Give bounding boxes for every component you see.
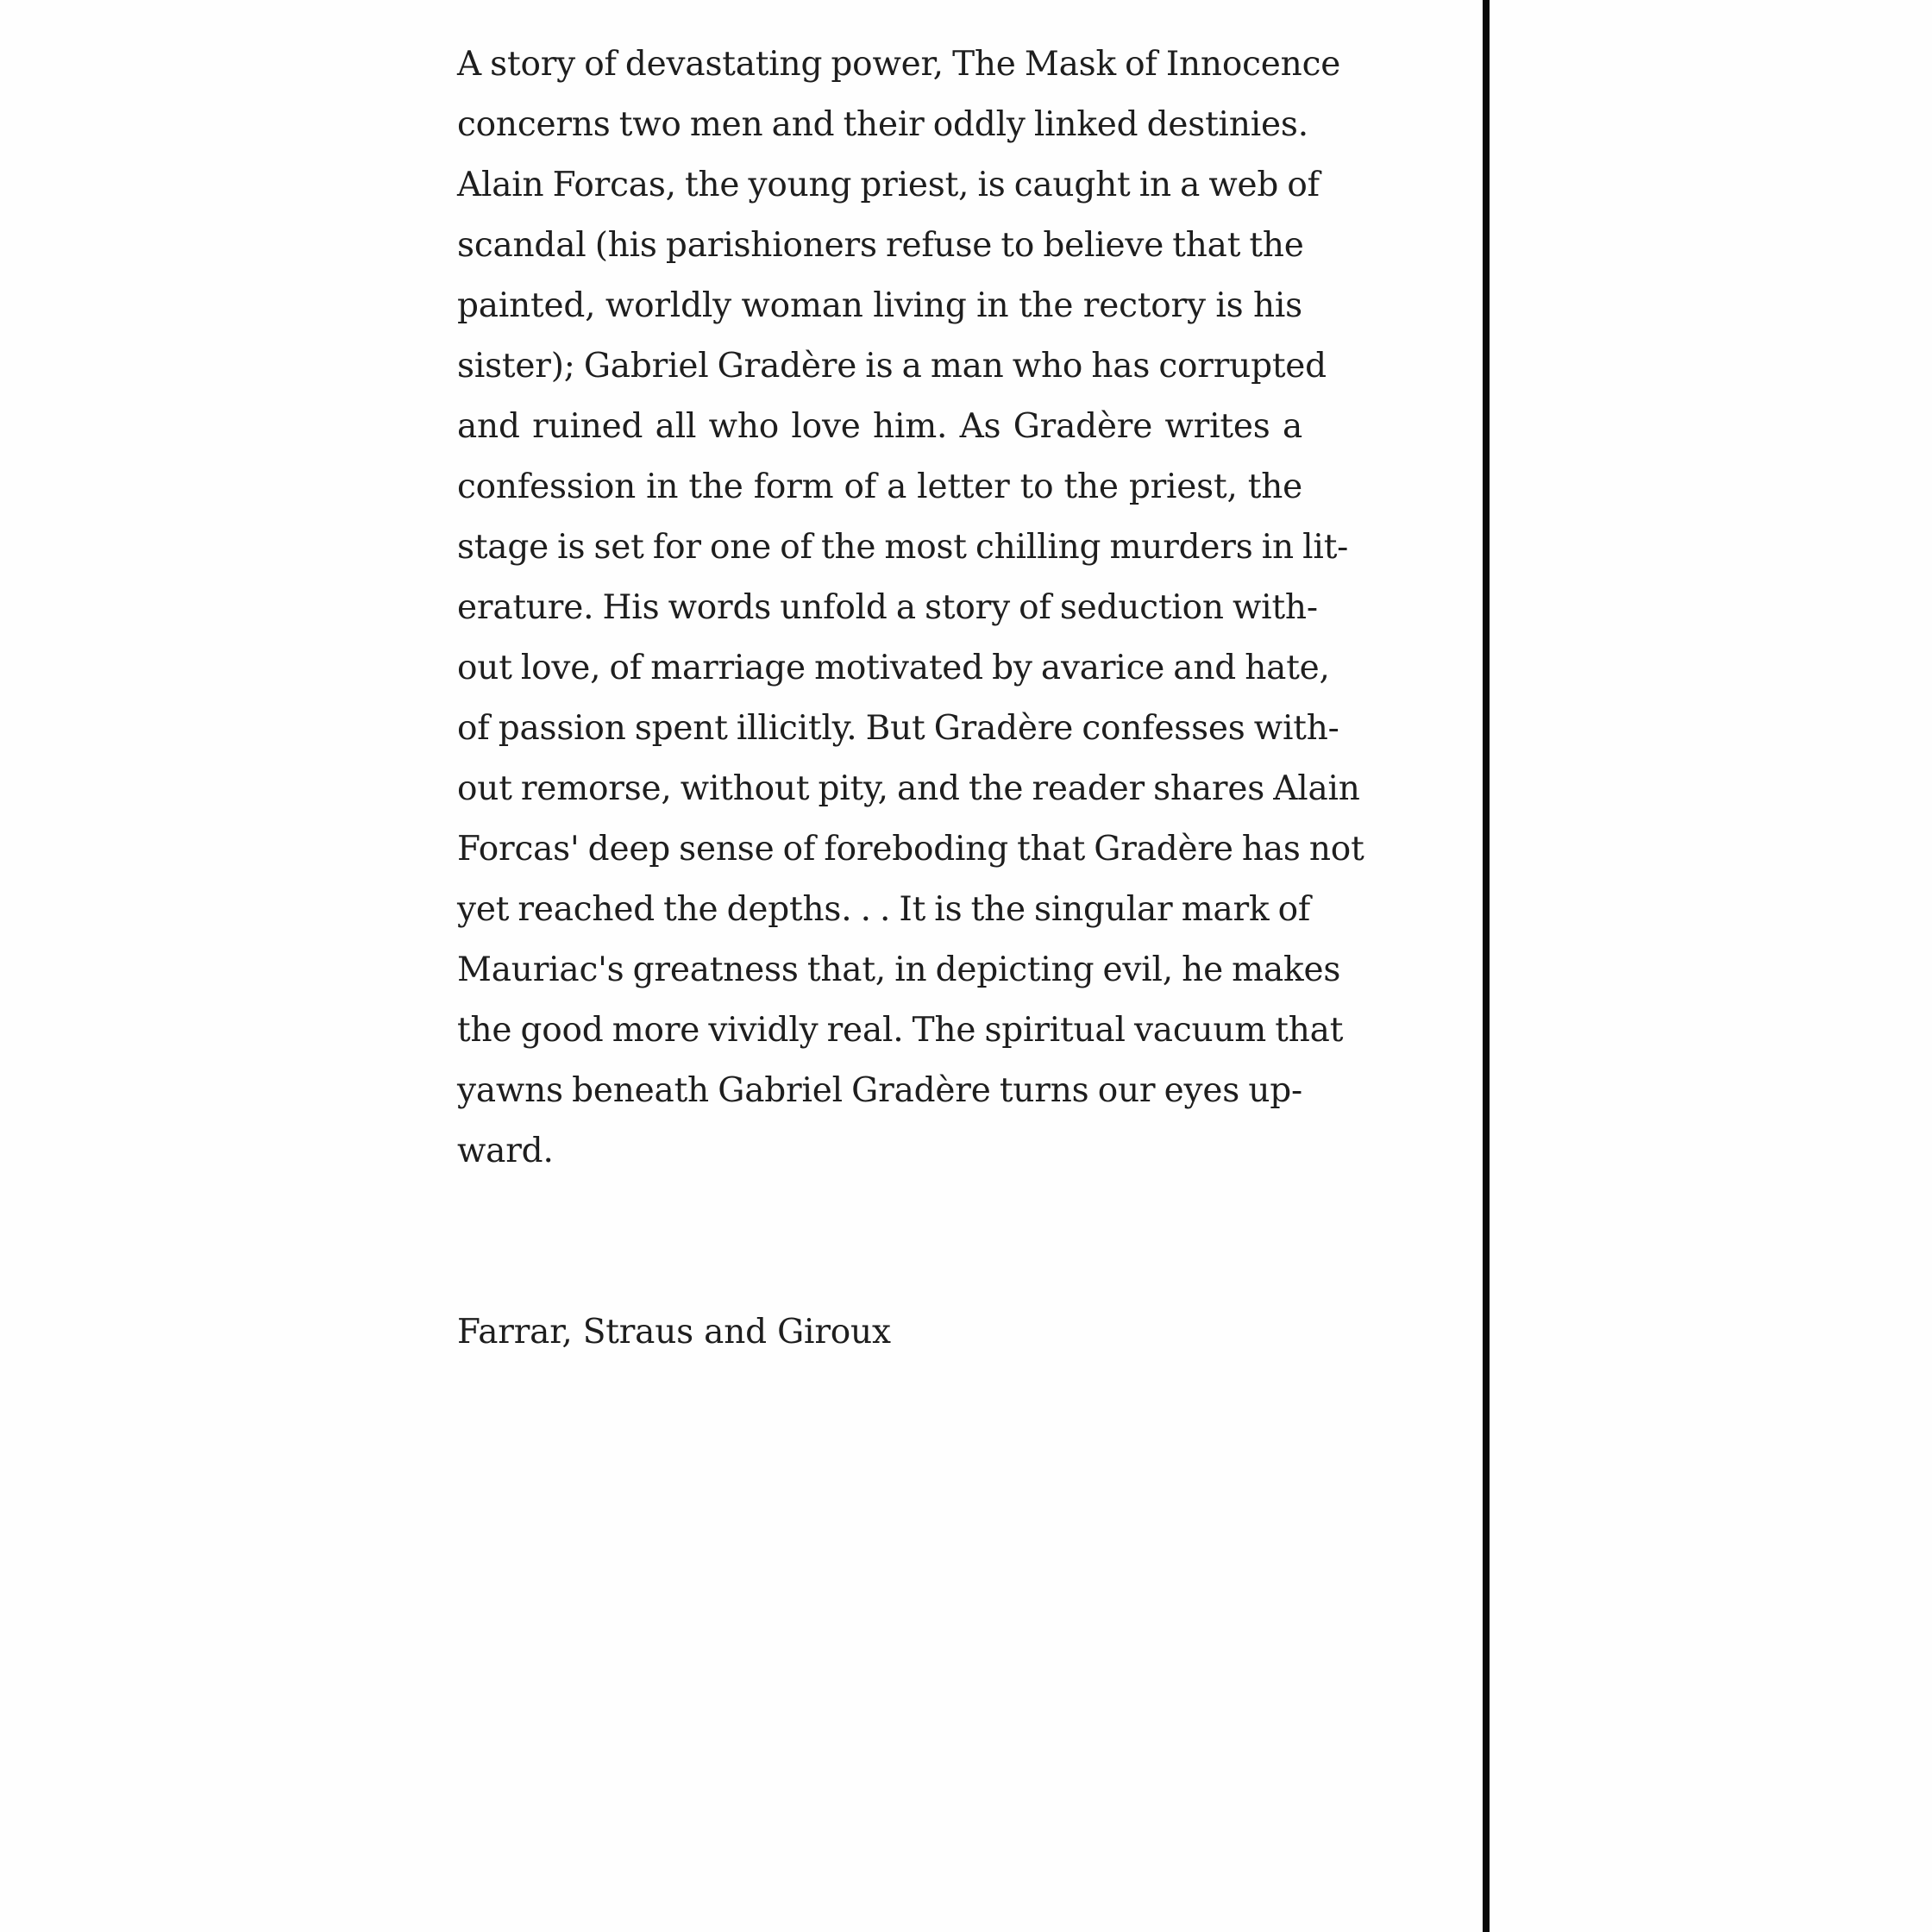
- blurb-line: Mauriac's greatness that, in depicting evil, he makes: [457, 950, 1341, 989]
- blurb-line: the good more vividly real. The spiritual vacuum that: [457, 1011, 1344, 1050]
- blurb-line: yet reached the depths. . . It is the singular mark of: [457, 890, 1311, 929]
- blurb-line: Alain Forcas, the young priest, is caught in a web of: [457, 166, 1320, 204]
- blurb-line: sister); Gabriel Gradère is a man who has corrupted: [457, 347, 1327, 386]
- blurb-line: Forcas' deep sense of foreboding that Gradère has not: [457, 830, 1364, 869]
- blurb-line: and ruined all who love him. As Gradère writes a: [457, 407, 1302, 446]
- blurb-line: painted, worldly woman living in the rectory is his: [457, 286, 1302, 325]
- blurb-line: A story of devastating power, The Mask of Innocence: [457, 45, 1341, 84]
- blurb-line: erature. His words unfold a story of seduction with-: [457, 588, 1318, 627]
- publisher-name: Farrar, Straus and Giroux: [457, 1313, 891, 1352]
- blurb-line: of passion spent illicitly. But Gradère confesses with-: [457, 709, 1339, 748]
- blurb-line: out remorse, without pity, and the reader shares Alain: [457, 769, 1360, 808]
- blurb-line: stage is set for one of the most chilling murders in lit-: [457, 528, 1349, 567]
- blurb-line: ward.: [457, 1132, 554, 1170]
- blurb-line: out love, of marriage motivated by avarice and hate,: [457, 649, 1330, 687]
- blurb-line: scandal (his parishioners refuse to believe that the: [457, 226, 1304, 265]
- blurb-line: yawns beneath Gabriel Gradère turns our eyes up-: [457, 1071, 1302, 1110]
- cover-blurb: [457, 34, 1364, 1182]
- blurb-line: concerns two men and their oddly linked destinies.: [457, 105, 1308, 144]
- blurb-line: confession in the form of a letter to the priest, the: [457, 467, 1302, 506]
- spine-edge-line: [1483, 0, 1490, 1932]
